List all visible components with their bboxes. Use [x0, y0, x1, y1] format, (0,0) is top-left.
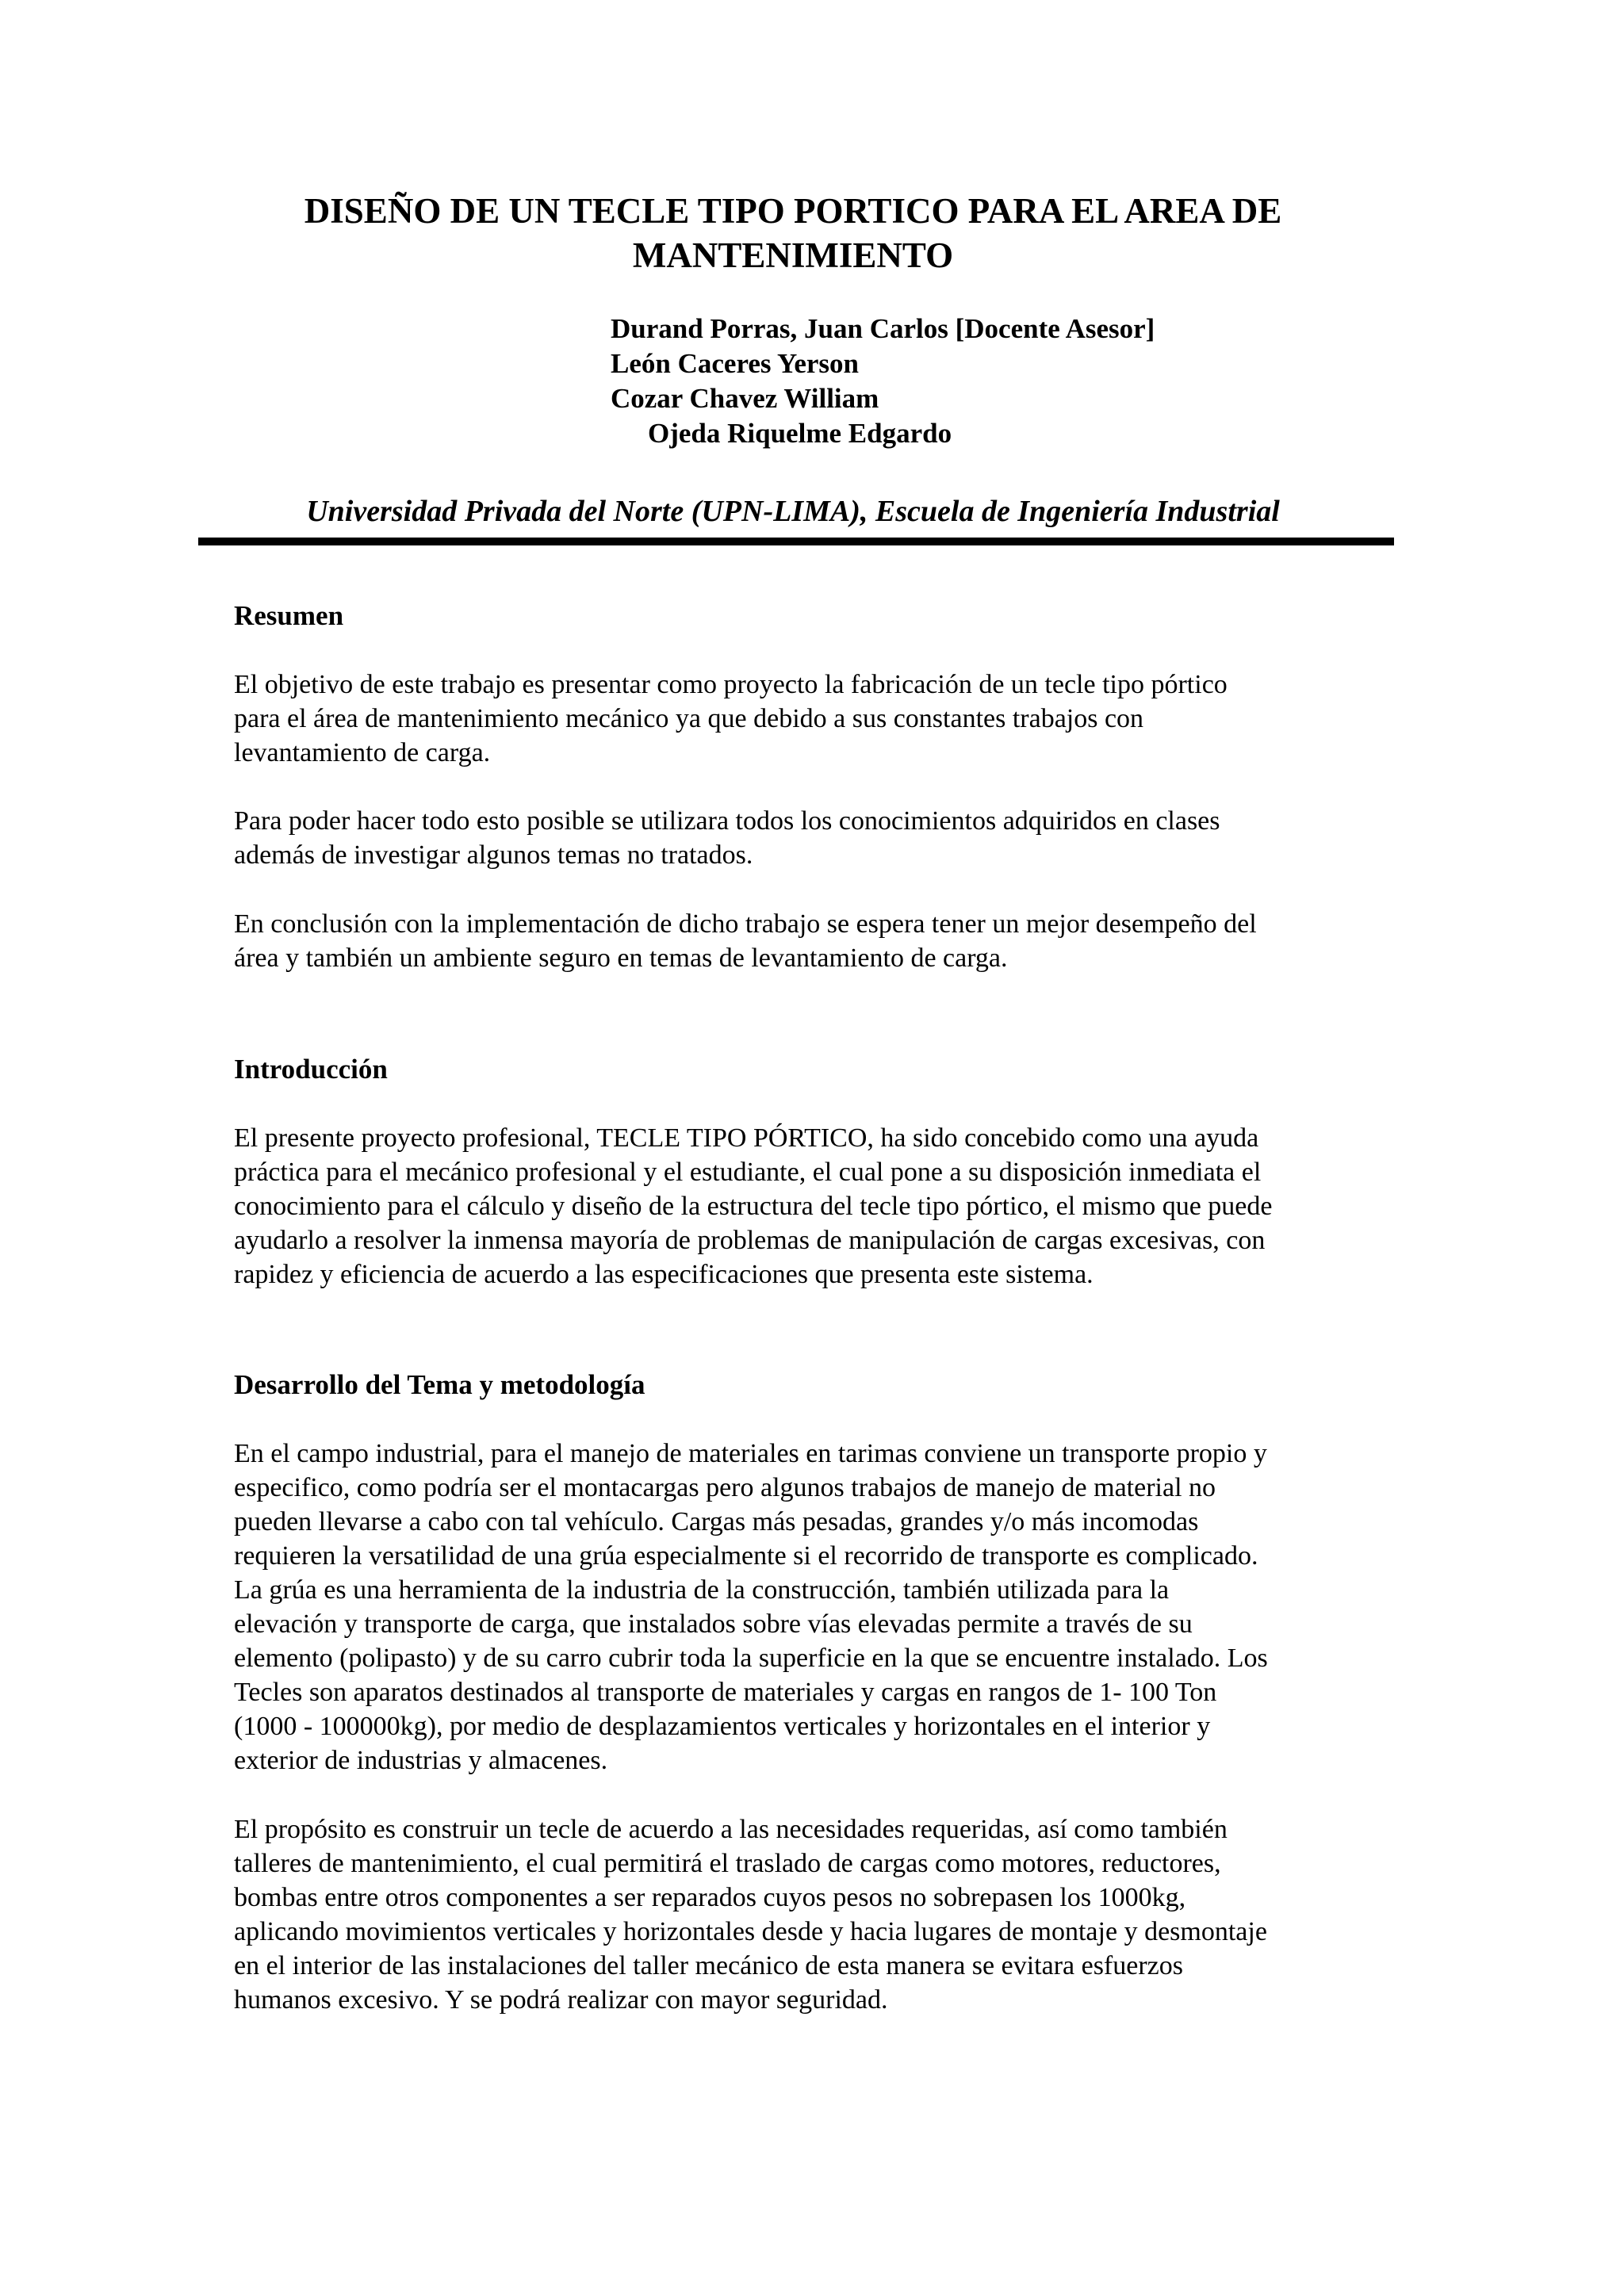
title-line: MANTENIMIENTO [632, 235, 954, 275]
text-line: elevación y transporte de carga, que instalados sobre vías elevadas permite a través de su [234, 1609, 1193, 1639]
text-line: pueden llevarse a cabo con tal vehículo. Cargas más pesadas, grandes y/o más incomodas [234, 1507, 1199, 1536]
introduccion-paragraph [234, 1121, 1400, 1292]
text-line: levantamiento de carga. [234, 738, 491, 767]
author-name: León Caceres Yerson [611, 348, 860, 379]
desarrollo-paragraph [234, 1812, 1400, 2017]
text-line: en el interior de las instalaciones del taller mecánico de esta manera se evitara esfuerzos [234, 1951, 1183, 1980]
text-line: Para poder hacer todo esto posible se utilizara todos los conocimientos adquiridos en clases [234, 806, 1220, 836]
resumen-paragraph [234, 804, 1400, 872]
affiliation: Universidad Privada del Norte (UPN-LIMA), Escuela de Ingeniería Industrial [306, 495, 1280, 528]
text-line: talleres de mantenimiento, el cual permitirá el traslado de cargas como motores, reductores, [234, 1849, 1221, 1878]
text-line: ayudarlo a resolver la inmensa mayoría de problemas de manipulación de cargas excesivas, con [234, 1226, 1266, 1255]
section-heading-resumen: Resumen [234, 600, 344, 631]
section-heading-introduccion: Introducción [234, 1054, 388, 1085]
text-line: aplicando movimientos verticales y horizontales desde y hacia lugares de montaje y desmontaje [234, 1917, 1267, 1946]
author-name: Ojeda Riquelme Edgardo [648, 418, 952, 449]
text-line: El presente proyecto profesional, TECLE TIPO PÓRTICO, ha sido concebido como una ayuda [234, 1123, 1259, 1153]
text-line: En el campo industrial, para el manejo de materiales en tarimas conviene un transporte propio y [234, 1439, 1267, 1468]
text-line: rapidez y eficiencia de acuerdo a las especificaciones que presenta este sistema. [234, 1260, 1094, 1289]
author-name: Durand Porras, Juan Carlos [Docente Asesor] [611, 313, 1155, 344]
header-rule [198, 538, 1394, 545]
text-line: para el área de mantenimiento mecánico ya que debido a sus constantes trabajos con [234, 704, 1144, 733]
text-line: (1000 - 100000kg), por medio de desplazamientos verticales y horizontales en el interior y [234, 1712, 1211, 1741]
resumen-paragraph [234, 907, 1400, 975]
text-line: requieren la versatilidad de una grúa especialmente si el recorrido de transporte es complicado. [234, 1541, 1258, 1571]
author-name: Cozar Chavez William [611, 383, 879, 414]
text-line: exterior de industrias y almacenes. [234, 1746, 608, 1775]
title-line: DISEÑO DE UN TECLE TIPO PORTICO PARA EL AREA DE [304, 191, 1282, 231]
resumen-paragraph [234, 668, 1400, 770]
text-line: área y también un ambiente seguro en temas de levantamiento de carga. [234, 943, 1008, 973]
text-line: La grúa es una herramienta de la industria de la construcción, también utilizada para la [234, 1575, 1170, 1605]
text-line: En conclusión con la implementación de dicho trabajo se espera tener un mejor desempeño del [234, 909, 1257, 939]
text-line: especifico, como podría ser el montacargas pero algunos trabajos de manejo de material no [234, 1473, 1216, 1502]
text-line: conocimiento para el cálculo y diseño de la estructura del tecle tipo pórtico, el mismo que puede [234, 1192, 1273, 1221]
text-line: práctica para el mecánico profesional y el estudiante, el cual pone a su disposición inmediata el [234, 1158, 1262, 1187]
desarrollo-paragraph [234, 1437, 1400, 1777]
text-line: El objetivo de este trabajo es presentar como proyecto la fabricación de un tecle tipo pórtico [234, 670, 1228, 699]
text-line: El propósito es construir un tecle de acuerdo a las necesidades requeridas, así como también [234, 1815, 1228, 1844]
text-line: Tecles son aparatos destinados al transporte de materiales y cargas en rangos de 1- 100 Ton [234, 1678, 1217, 1707]
paper-title [198, 189, 1388, 277]
text-line: elemento (polipasto) y de su carro cubrir toda la superficie en la que se encuentre instalado. Los [234, 1644, 1268, 1673]
text-line: bombas entre otros componentes a ser reparados cuyos pesos no sobrepasen los 1000kg, [234, 1883, 1186, 1912]
author-list [611, 312, 1155, 451]
text-line: humanos excesivo. Y se podrá realizar con mayor seguridad. [234, 1985, 888, 2015]
text-line: además de investigar algunos temas no tratados. [234, 840, 753, 870]
section-heading-desarrollo: Desarrollo del Tema y metodología [234, 1369, 645, 1400]
